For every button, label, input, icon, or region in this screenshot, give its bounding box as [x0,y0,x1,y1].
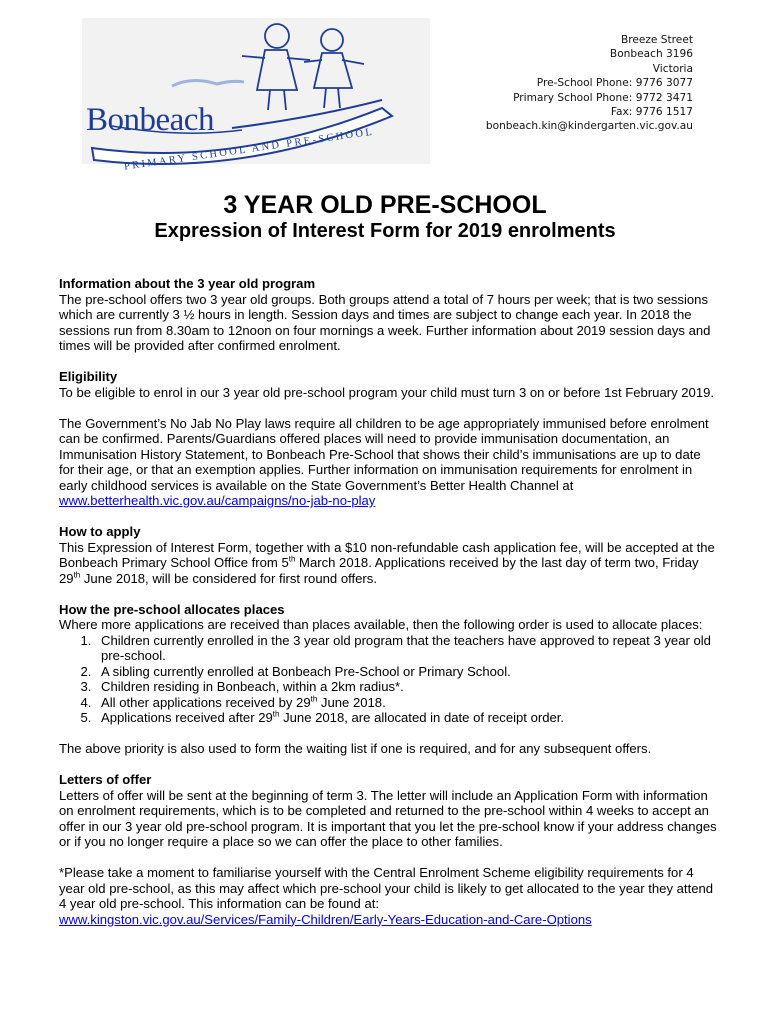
nojab-text: The Government’s No Jab No Play laws require all children to be age appropriately immunised before enrolment can be confirmed. Parents/Guardians offered places will need to provide immunisation documentation, an Immunisation History Statement, to Bonbeach Pre-School that shows their child’s immunisations are up to date for their age, or that an exemption applies. Further information on immunisation requirements for enrolment in early childhood services is available on the State Government’s Better Health Channel at [59,415,709,493]
section-heading-letters: Letters of offer [59,772,152,787]
primary-phone: Primary School Phone: 9772 3471 [513,91,693,104]
logo-graphic [82,18,430,173]
ordinal-suffix: th [73,570,81,580]
section-heading-eligibility: Eligibility [59,369,118,384]
page-subtitle: Expression of Interest Form for 2019 enrolments [154,220,616,242]
address-line: Victoria [652,62,693,75]
section-heading-allocate: How the pre-school allocates places [59,601,285,617]
ordinal-suffix: th [288,554,296,564]
ordinal-suffix: th [272,709,280,719]
logo-name: Bonbeach [86,102,214,138]
fax-number: Fax: 9776 1517 [610,106,693,119]
nojab-paragraph [59,416,719,509]
page-title: 3 YEAR OLD PRE-SCHOOL [223,191,547,219]
allocate-intro: Where more applications are received than places available, then the following order is used to allocate places: [59,617,703,632]
eligibility-paragraph: To be eligible to enrol in our 3 year old pre-school program your child must turn 3 on or before 1st February 2019. [59,384,715,400]
document-body [59,276,719,927]
email-address: bonbeach.kin@kindergarten.vic.gov.au [485,120,693,133]
section-heading-info: Information about the 3 year old program [59,276,316,291]
item-text: Applications received after 29 [101,710,273,725]
logo-banner-text: PRIMARY SCHOOL AND PRE-SCHOOL [123,126,373,173]
info-paragraph: The pre-school offers two 3 year old groups. Both groups attend a total of 7 hours per week; that is two sessions which are currently 3 ½ hours in length. Session days and times are subject to change each year. In 2018 the sessions run from 8.30am to 12noon on four mornings a week. Further information about 2019 session days and times will be provided after confirmed enrolment. [59,291,711,353]
preschool-phone: Pre-School Phone: 9776 3077 [536,77,693,90]
apply-text: March 2018. Applications received by the last day of term two, Friday 29 [59,555,699,586]
list-item: 2. A sibling currently enrolled at Bonbeach Pre-School or Primary School. [95,664,719,680]
school-logo [82,18,430,173]
contact-block [486,33,693,134]
item-text: All other applications received by 29 [101,694,311,710]
list-item [95,695,719,711]
address-line: Bonbeach 3196 [609,48,693,61]
item-text: June 2018, are allocated in date of receipt order. [279,710,565,725]
apply-text: This Expression of Interest Form, together with a $10 non-refundable cash application fee, will be accepted at the Bonbeach Primary School Office from 5 [59,539,715,570]
list-item [95,710,719,726]
list-item: 3. Children residing in Bonbeach, within a 2km radius*. [95,679,719,695]
ordinal-suffix: th [310,694,318,704]
kingston-link[interactable]: www.kingston.vic.gov.au/Services/Family-Children/Early-Years-Education-and-Care-Options [59,911,592,927]
item-text: June 2018. [317,694,386,710]
address-line: Breeze Street [620,34,693,46]
allocation-priority-list [59,633,719,726]
children-illustration [242,24,364,110]
apply-paragraph [59,540,719,587]
section-heading-apply: How to apply [59,524,141,539]
letters-paragraph: Letters of offer will be sent at the beginning of term 3. The letter will include an Application Form with information on enrolment requirements, which is to be completed and returned to the pre-school within 4 weeks to accept an offer in our 3 year old pre-school program. It is important that you let the pre-school know if your address changes or if you no longer require a place so we can offer the place to other families. [59,787,717,849]
apply-text: June 2018, will be considered for first round offers. [80,570,377,586]
betterhealth-link[interactable]: www.betterhealth.vic.gov.au/campaigns/no-jab-no-play [59,493,376,508]
enrolment-scheme-note: *Please take a moment to familiarise yourself with the Central Enrolment Scheme eligibility requirements for 4 year old pre-school, as this may affect which pre-school your child is likely to get allocated to the year they attend 4 year old pre-school. This information can be found at: [59,865,714,911]
list-item: 1. Children currently enrolled in the 3 year old program that the teachers have approved to repeat 3 year old pre-school. [95,633,719,664]
wave-decoration [172,80,244,86]
priority-note: The above priority is also used to form the waiting list if one is required, and for any subsequent offers. [59,741,652,756]
